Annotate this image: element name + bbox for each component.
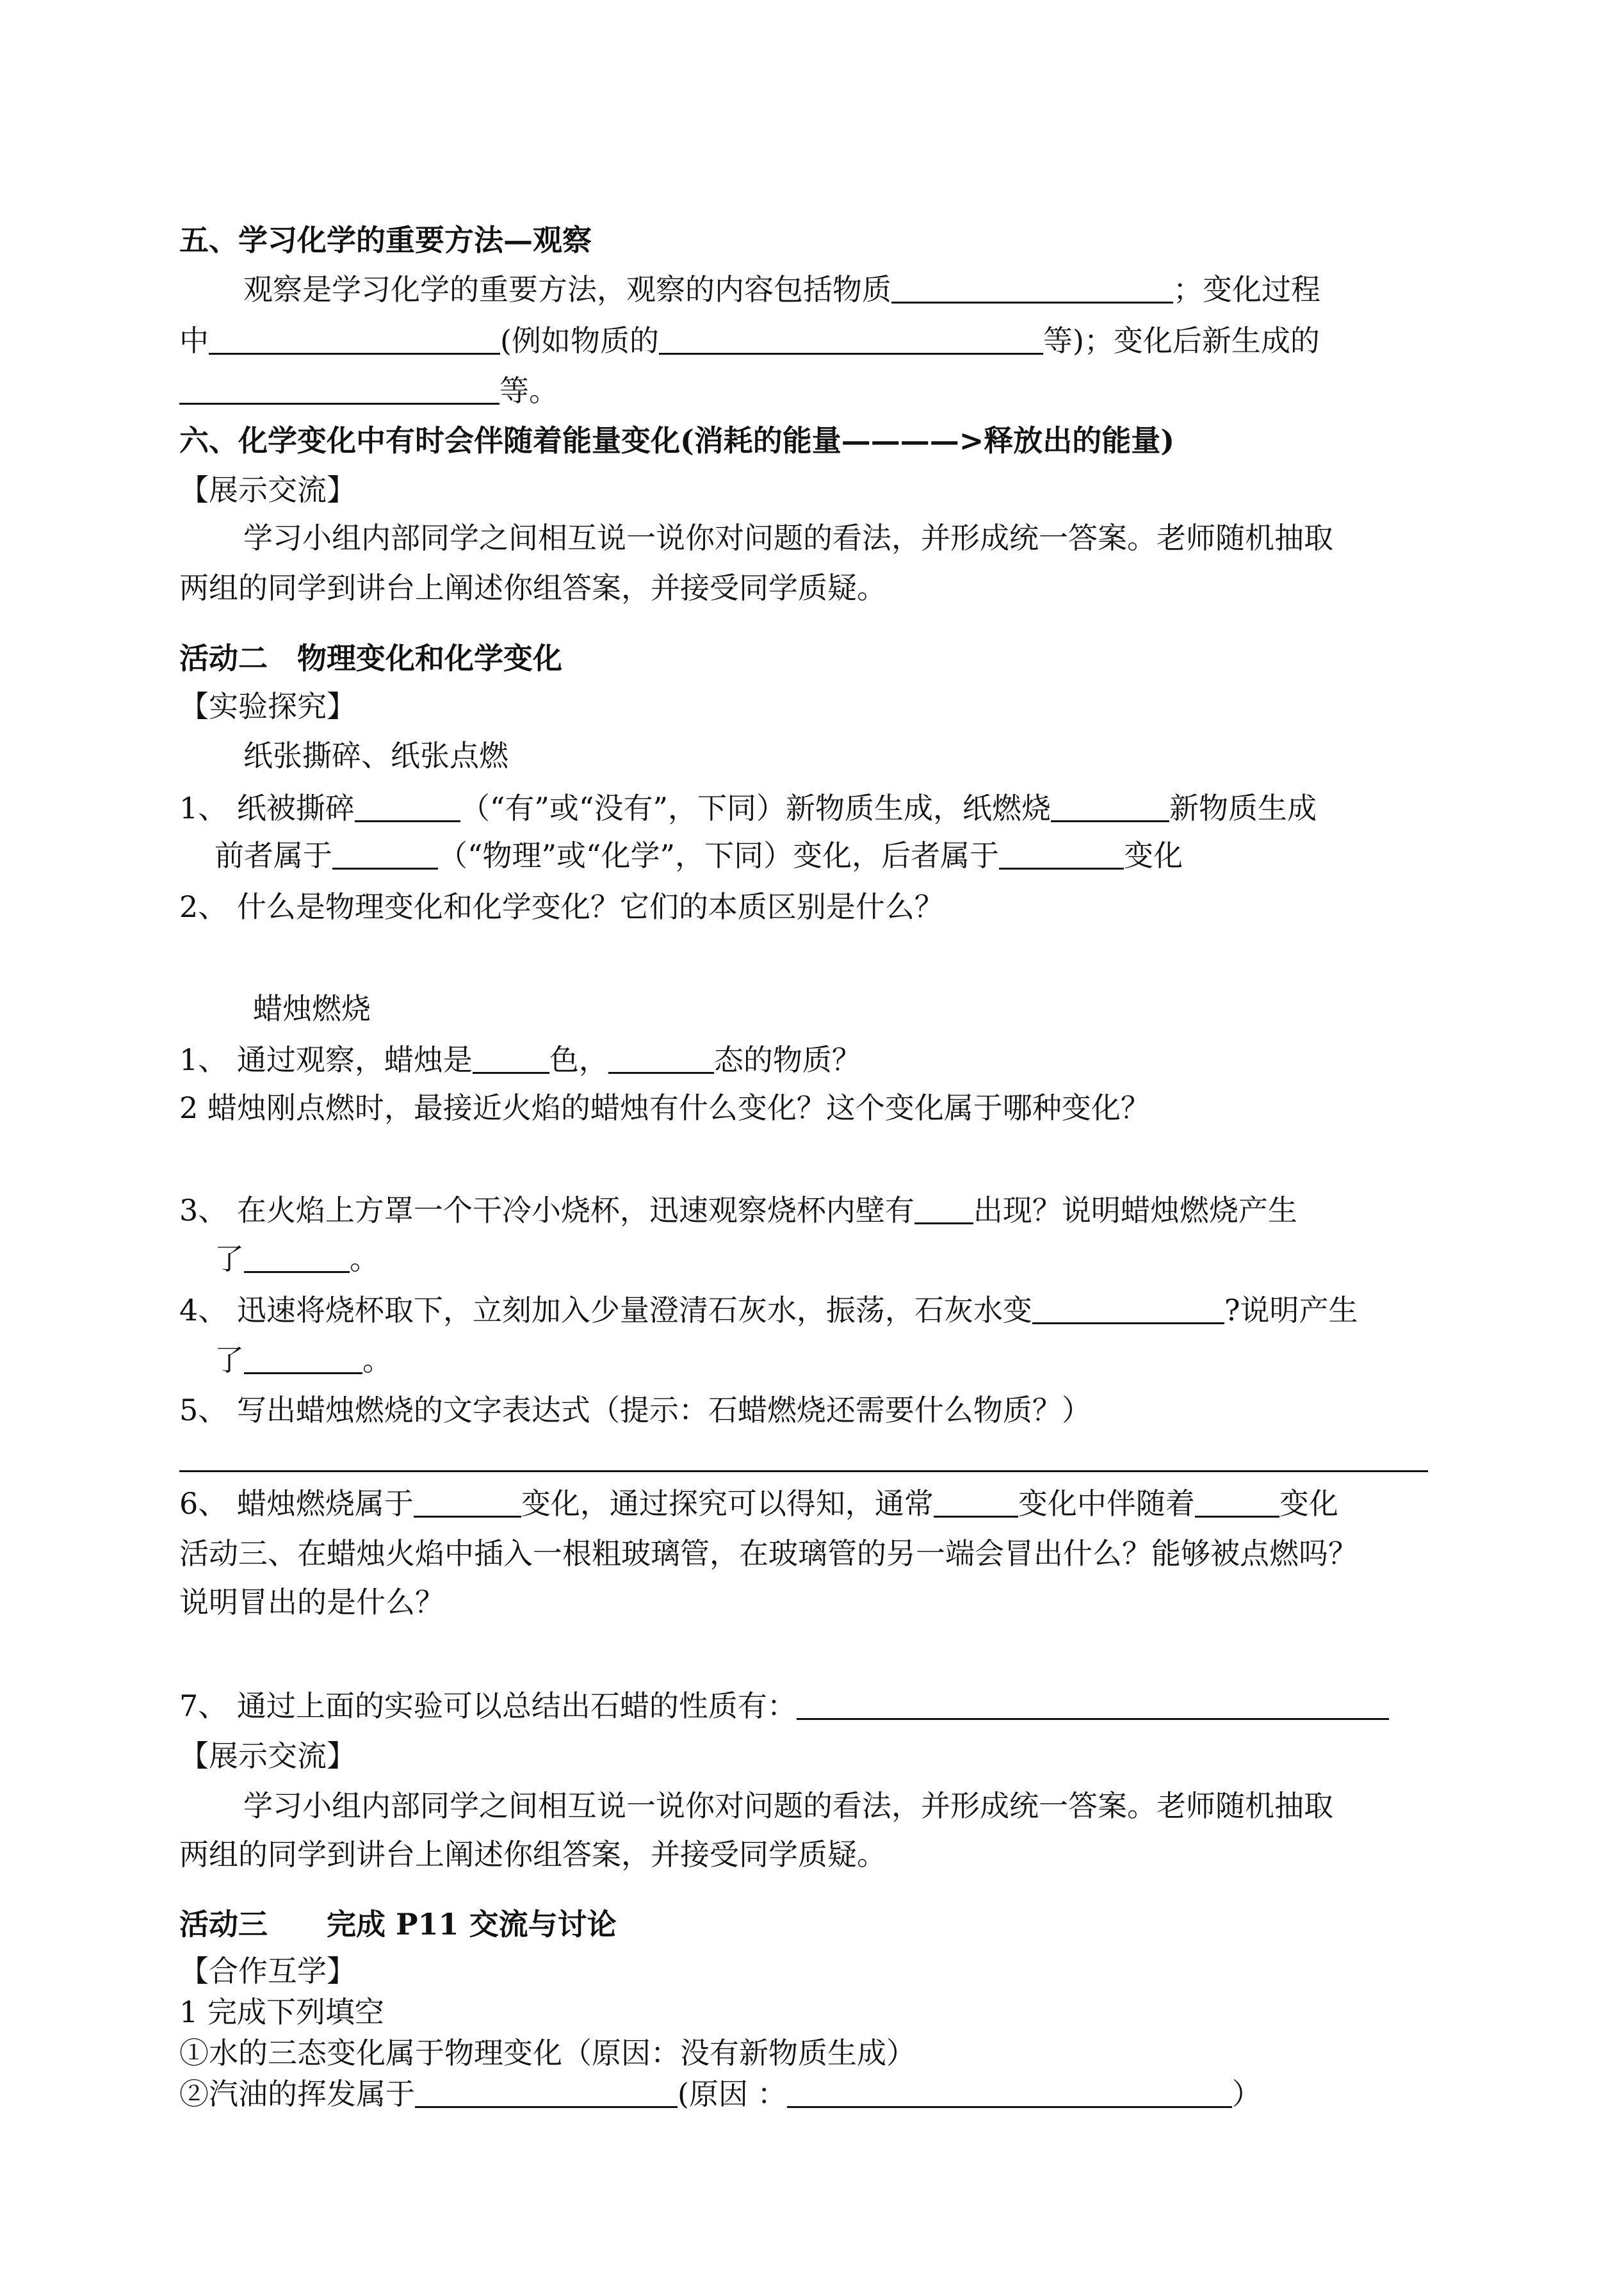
section-6-heading: 六、化学变化中有时会伴随着能量变化(消耗的能量————>释放出的能量) (179, 423, 1175, 458)
share-paragraph-2-cont: 两组的同学到讲台上阐述你组答案，并接受同学质疑。 (179, 1837, 886, 1872)
blank-field[interactable] (414, 1485, 521, 1518)
blank-field[interactable] (473, 1041, 549, 1074)
s5-line-3 (179, 371, 558, 410)
s5-line-1 (243, 270, 1320, 309)
cooperation-label: 【合作互学】 (179, 1954, 356, 1988)
q-text: 了 (215, 1343, 244, 1377)
blank-field[interactable] (244, 1342, 362, 1374)
section-5-heading: 五、学习化学的重要方法—观察 (179, 223, 592, 257)
q-text: 了 (215, 1242, 244, 1276)
candle-question-6 (179, 1484, 1338, 1523)
activity-3-heading: 活动三 完成 P11 交流与讨论 (179, 1907, 617, 1942)
q-text: （“有”或“没有”，下同）新物质生成，纸燃烧 (460, 791, 1051, 825)
blank-field[interactable] (787, 2075, 1232, 2108)
q-text: 变化 (1279, 1486, 1338, 1521)
blank-field[interactable] (659, 322, 1043, 355)
glass-tube-question-cont: 说明冒出的是什么？ (179, 1585, 444, 1619)
blank-field[interactable] (332, 837, 438, 870)
blank-field[interactable] (1195, 1485, 1279, 1518)
blank-field[interactable] (891, 271, 1173, 304)
blank-field[interactable] (1051, 790, 1169, 822)
q-text: 前者属于 (215, 838, 332, 873)
activity-2-heading: 活动二 物理变化和化学变化 (179, 641, 562, 676)
share-paragraph-1: 学习小组内部同学之间相互说一说你对问题的看法，并形成统一答案。老师随机抽取 (243, 521, 1333, 555)
s5-line-2 (179, 321, 1320, 360)
q-text: 。 (350, 1242, 379, 1276)
s5-text: 等。 (499, 373, 558, 408)
q-text: 3、 在火焰上方罩一个干冷小烧杯，迅速观察烧杯内壁有 (179, 1193, 914, 1228)
candle-question-5: 5、 写出蜡烛燃烧的文字表达式（提示：石蜡燃烧还需要什么物质？） (179, 1393, 1091, 1427)
blank-field[interactable] (209, 322, 500, 355)
q-text: ②汽油的挥发属于 (179, 2077, 415, 2111)
blank-field[interactable] (1032, 1292, 1224, 1324)
blank-field[interactable] (244, 1240, 350, 1273)
share-label-2: 【展示交流】 (179, 1739, 356, 1773)
q-text: 1、 通过观察，蜡烛是 (179, 1042, 473, 1077)
q-text: 。 (362, 1343, 392, 1377)
q-text: 6、 蜡烛燃烧属于 (179, 1486, 414, 1521)
glass-tube-question: 活动三、在蜡烛火焰中插入一根粗玻璃管，在玻璃管的另一端会冒出什么？能够被点燃吗？ (179, 1536, 1358, 1571)
share-paragraph-1-cont: 两组的同学到讲台上阐述你组答案，并接受同学质疑。 (179, 571, 886, 605)
q-text: ?说明产生 (1224, 1293, 1358, 1327)
q-text: 4、 迅速将烧杯取下，立刻加入少量澄清石灰水，振荡，石灰水变 (179, 1293, 1032, 1327)
q-text: (原因 ： (678, 2077, 787, 2111)
blank-field[interactable] (355, 790, 460, 822)
s5-text: ；变化过程 (1173, 272, 1320, 307)
blank-field[interactable] (999, 837, 1124, 870)
q-text: （“物理”或“化学”，下同）变化，后者属于 (438, 838, 1000, 873)
candle-question-4-line-2 (215, 1341, 392, 1379)
q-text: 变化 (1124, 838, 1183, 873)
s5-text: 中 (179, 323, 209, 358)
q-text: 7、 通过上面的实验可以总结出石蜡的性质有： (179, 1689, 797, 1723)
question-1-line-2 (215, 836, 1183, 875)
share-label-1: 【展示交流】 (179, 473, 356, 507)
blank-field[interactable] (415, 2075, 678, 2108)
blank-field[interactable] (914, 1192, 973, 1224)
fill-instruction: 1 完成下列填空 (179, 1995, 384, 2029)
q-text: 色， (549, 1042, 608, 1077)
q-text: ） (1231, 2077, 1262, 2111)
question-2: 2、 什么是物理变化和化学变化？它们的本质区别是什么？ (179, 889, 944, 924)
q-text: 态的物质？ (713, 1042, 861, 1077)
candle-question-2: 2 蜡烛刚点燃时，最接近火焰的蜡烛有什么变化？这个变化属于哪种变化？ (179, 1091, 1150, 1125)
q-text: 变化，通过探究可以得知，通常 (521, 1486, 934, 1521)
fill-item-1: ①水的三态变化属于物理变化（原因：没有新物质生成） (179, 2036, 916, 2070)
candle-question-3-line-1 (179, 1191, 1297, 1229)
candle-question-1 (179, 1041, 861, 1079)
blank-field[interactable] (608, 1041, 714, 1074)
experiment-label: 【实验探究】 (179, 689, 356, 724)
candle-question-3-line-2 (215, 1240, 379, 1278)
q-text: 出现？说明蜡烛燃烧产生 (973, 1193, 1297, 1228)
s5-text: (例如物质的 (500, 323, 659, 358)
candle-question-4-line-1 (179, 1291, 1358, 1329)
subheading-paper: 纸张撕碎、纸张点燃 (243, 738, 508, 773)
subheading-candle: 蜡烛燃烧 (253, 991, 371, 1026)
q-text: 新物质生成 (1169, 791, 1317, 825)
question-1-line-1 (179, 789, 1317, 827)
fill-item-2 (179, 2075, 1262, 2113)
s5-text: 观察是学习化学的重要方法，观察的内容包括物质 (243, 272, 891, 307)
s5-text: 等)；变化后新生成的 (1043, 323, 1320, 358)
blank-field[interactable] (179, 372, 499, 405)
blank-field[interactable] (934, 1485, 1018, 1518)
q-text: 1、 纸被撕碎 (179, 791, 355, 825)
candle-question-7 (179, 1687, 1389, 1725)
answer-line[interactable] (179, 1470, 1428, 1472)
share-paragraph-2: 学习小组内部同学之间相互说一说你对问题的看法，并形成统一答案。老师随机抽取 (243, 1788, 1333, 1823)
blank-field[interactable] (797, 1687, 1389, 1720)
q-text: 变化中伴随着 (1018, 1486, 1195, 1521)
